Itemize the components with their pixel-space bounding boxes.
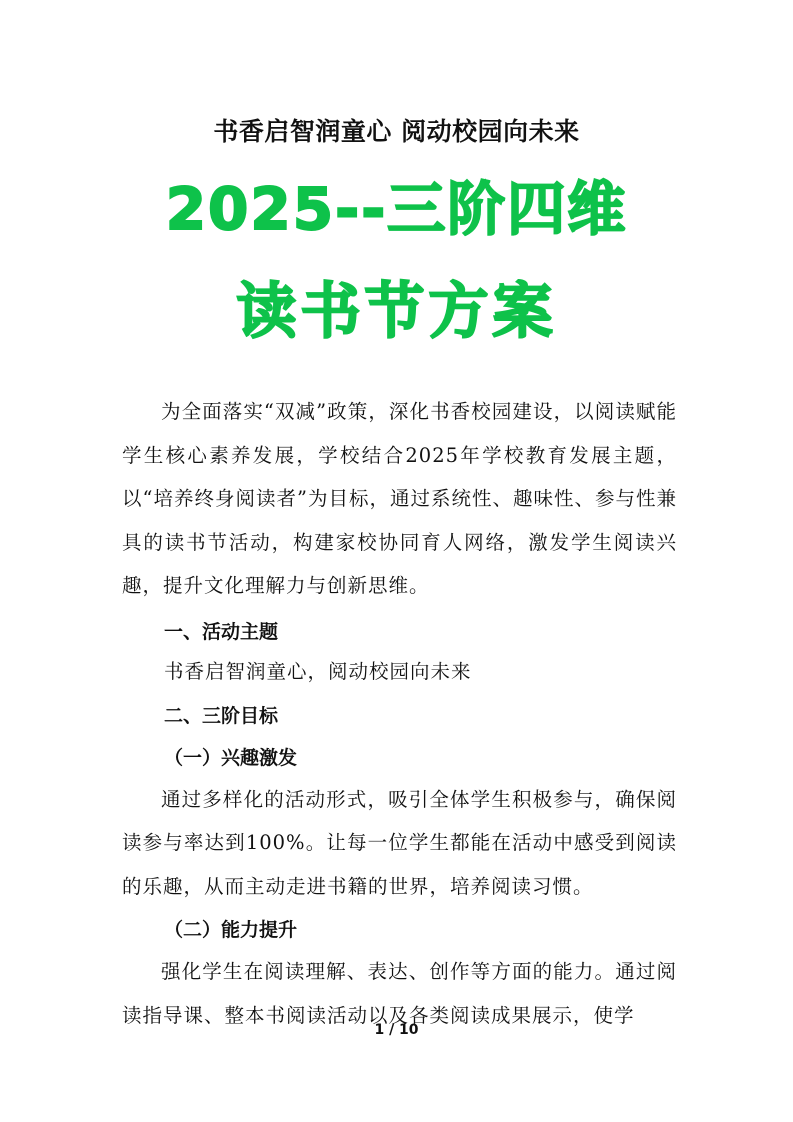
subsection-heading-ability: （二）能力提升	[164, 919, 298, 941]
section-heading-goals: 二、三阶目标	[164, 704, 279, 727]
document-body	[122, 390, 677, 1037]
document-title-line-2: 读书节方案	[236, 277, 557, 347]
page-number: 1 / 10	[374, 1022, 419, 1038]
ability-paragraph: 强化学生在阅读理解、表达、创作等方面的能力。通过阅读指导课、整本书阅读活动以及各类阅读成果展示，使学	[122, 960, 677, 1027]
subsection-heading-interest: （一）兴趣激发	[164, 746, 298, 769]
intro-paragraph: 为全面落实“双减”政策，深化书香校园建设，以阅读赋能学生核心素养发展，学校结合2025年学校教育发展主题，以“培养终身阅读者”为目标，通过系统性、趣味性、参与性兼具的读书节活动，构建家校协同育人网络，激发学生阅读兴趣，提升文化理解力与创新思维。	[122, 400, 677, 597]
section-heading-theme: 一、活动主题	[164, 620, 279, 643]
document-title-line-1: 2025--三阶四维	[165, 175, 628, 243]
document-subtitle: 书香启智润童心 阅动校园向未来	[213, 117, 580, 146]
theme-text: 书香启智润童心，阅动校园向未来	[164, 659, 472, 683]
interest-paragraph: 通过多样化的活动形式，吸引全体学生积极参与，确保阅读参与率达到100%。让每一位学生都能在活动中感受到阅读的乐趣，从而主动走进书籍的世界，培养阅读习惯。	[122, 787, 677, 898]
